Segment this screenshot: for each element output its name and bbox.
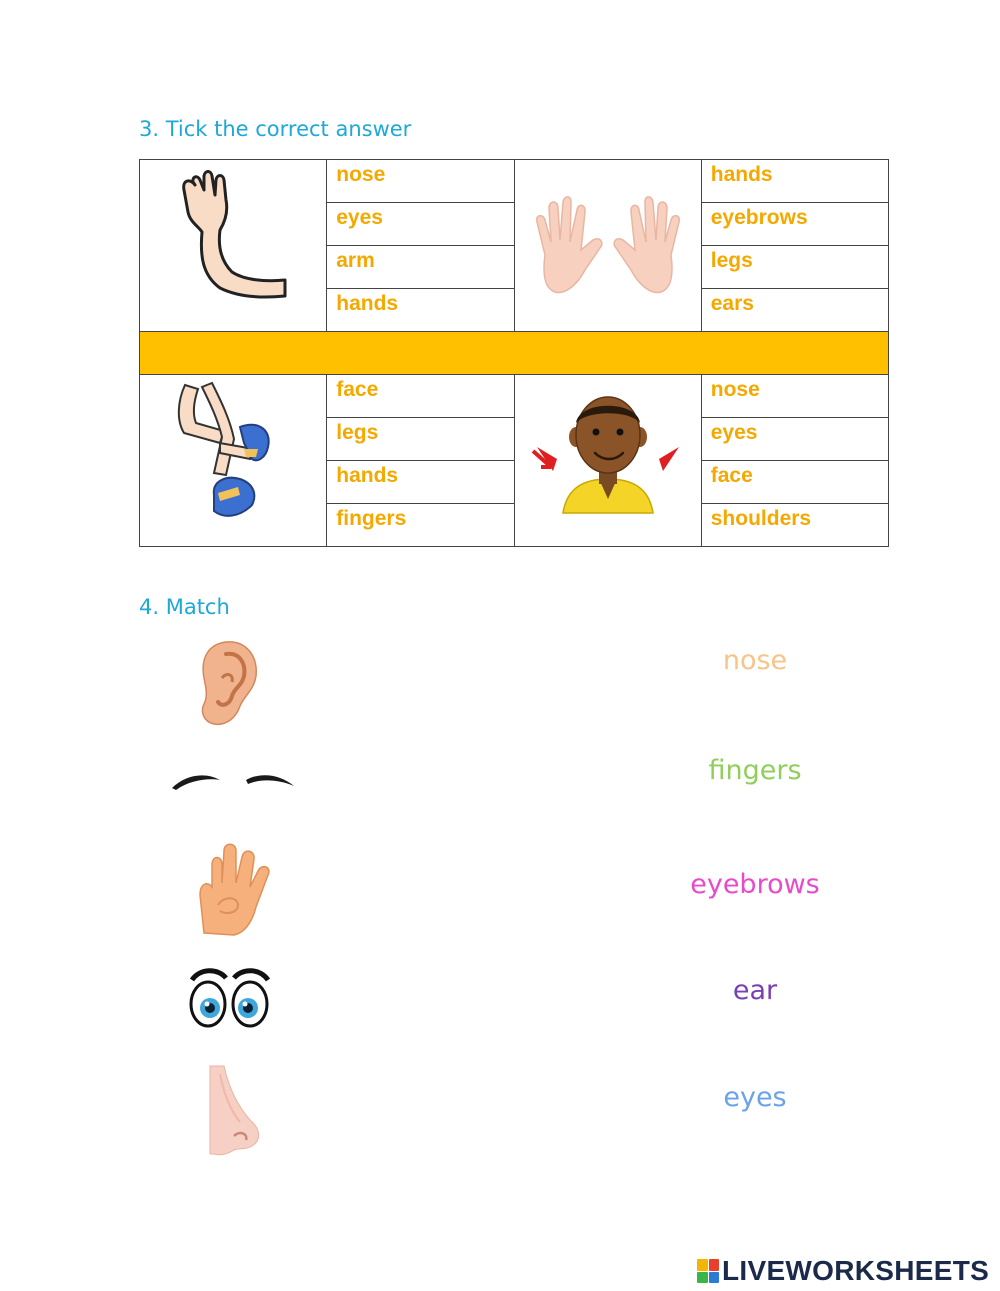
option-label: nose <box>336 163 386 186</box>
separator-band <box>140 332 889 375</box>
option-label: legs <box>710 249 753 272</box>
ear-icon <box>196 638 260 728</box>
option-label: face <box>710 464 753 487</box>
option-label: legs <box>336 421 379 444</box>
option-cell[interactable] <box>701 418 888 461</box>
option-cell[interactable] <box>701 504 888 547</box>
tick-table <box>139 159 889 547</box>
eyebrows-icon <box>168 766 298 794</box>
match-word-eyes[interactable]: eyes <box>723 1082 787 1113</box>
hands-picture-cell <box>514 160 701 332</box>
match-word-eyebrows[interactable]: eyebrows <box>690 869 820 900</box>
option-label: nose <box>710 378 760 401</box>
option-label: hands <box>336 292 399 315</box>
option-cell[interactable] <box>701 289 888 332</box>
nose-icon <box>206 1064 266 1158</box>
hands-icon <box>515 160 701 332</box>
option-cell[interactable] <box>327 203 514 246</box>
legs-picture-cell <box>140 375 327 547</box>
option-label: eyes <box>336 206 383 229</box>
match-word-nose[interactable]: nose <box>722 645 788 676</box>
option-cell[interactable] <box>701 246 888 289</box>
exercise-4-heading: 4. Match <box>139 595 230 619</box>
option-cell[interactable] <box>327 289 514 332</box>
option-cell[interactable] <box>701 160 888 203</box>
option-cell[interactable] <box>701 375 888 418</box>
option-label: ears <box>710 292 754 315</box>
arm-picture-cell <box>140 160 327 332</box>
logo-text: LIVEWORKSHEETS <box>722 1255 990 1286</box>
option-cell[interactable] <box>327 461 514 504</box>
eyes-icon <box>188 966 272 1030</box>
option-label: eyebrows <box>710 206 808 229</box>
arm-icon <box>140 160 326 332</box>
option-cell[interactable] <box>701 461 888 504</box>
option-cell[interactable] <box>327 375 514 418</box>
liveworksheets-logo <box>697 1255 989 1287</box>
logo-mark-icon <box>697 1259 719 1283</box>
exercise-3-heading: 3. Tick the correct answer <box>139 117 412 141</box>
match-word-ear[interactable]: ear <box>732 975 778 1006</box>
option-label: hands <box>710 163 773 186</box>
option-cell[interactable] <box>327 160 514 203</box>
match-word-fingers[interactable]: fingers <box>708 755 802 786</box>
shoulders-boy-icon <box>515 375 701 547</box>
option-cell[interactable] <box>701 203 888 246</box>
option-cell[interactable] <box>327 418 514 461</box>
fingers-icon <box>194 843 274 937</box>
option-label: face <box>336 378 379 401</box>
option-label: fingers <box>336 507 407 530</box>
option-label: arm <box>336 249 375 272</box>
option-cell[interactable] <box>327 246 514 289</box>
shoulders-picture-cell <box>514 375 701 547</box>
legs-icon <box>140 375 326 547</box>
option-cell[interactable] <box>327 504 514 547</box>
option-label: shoulders <box>710 507 812 530</box>
option-label: eyes <box>710 421 758 444</box>
option-label: hands <box>336 464 399 487</box>
